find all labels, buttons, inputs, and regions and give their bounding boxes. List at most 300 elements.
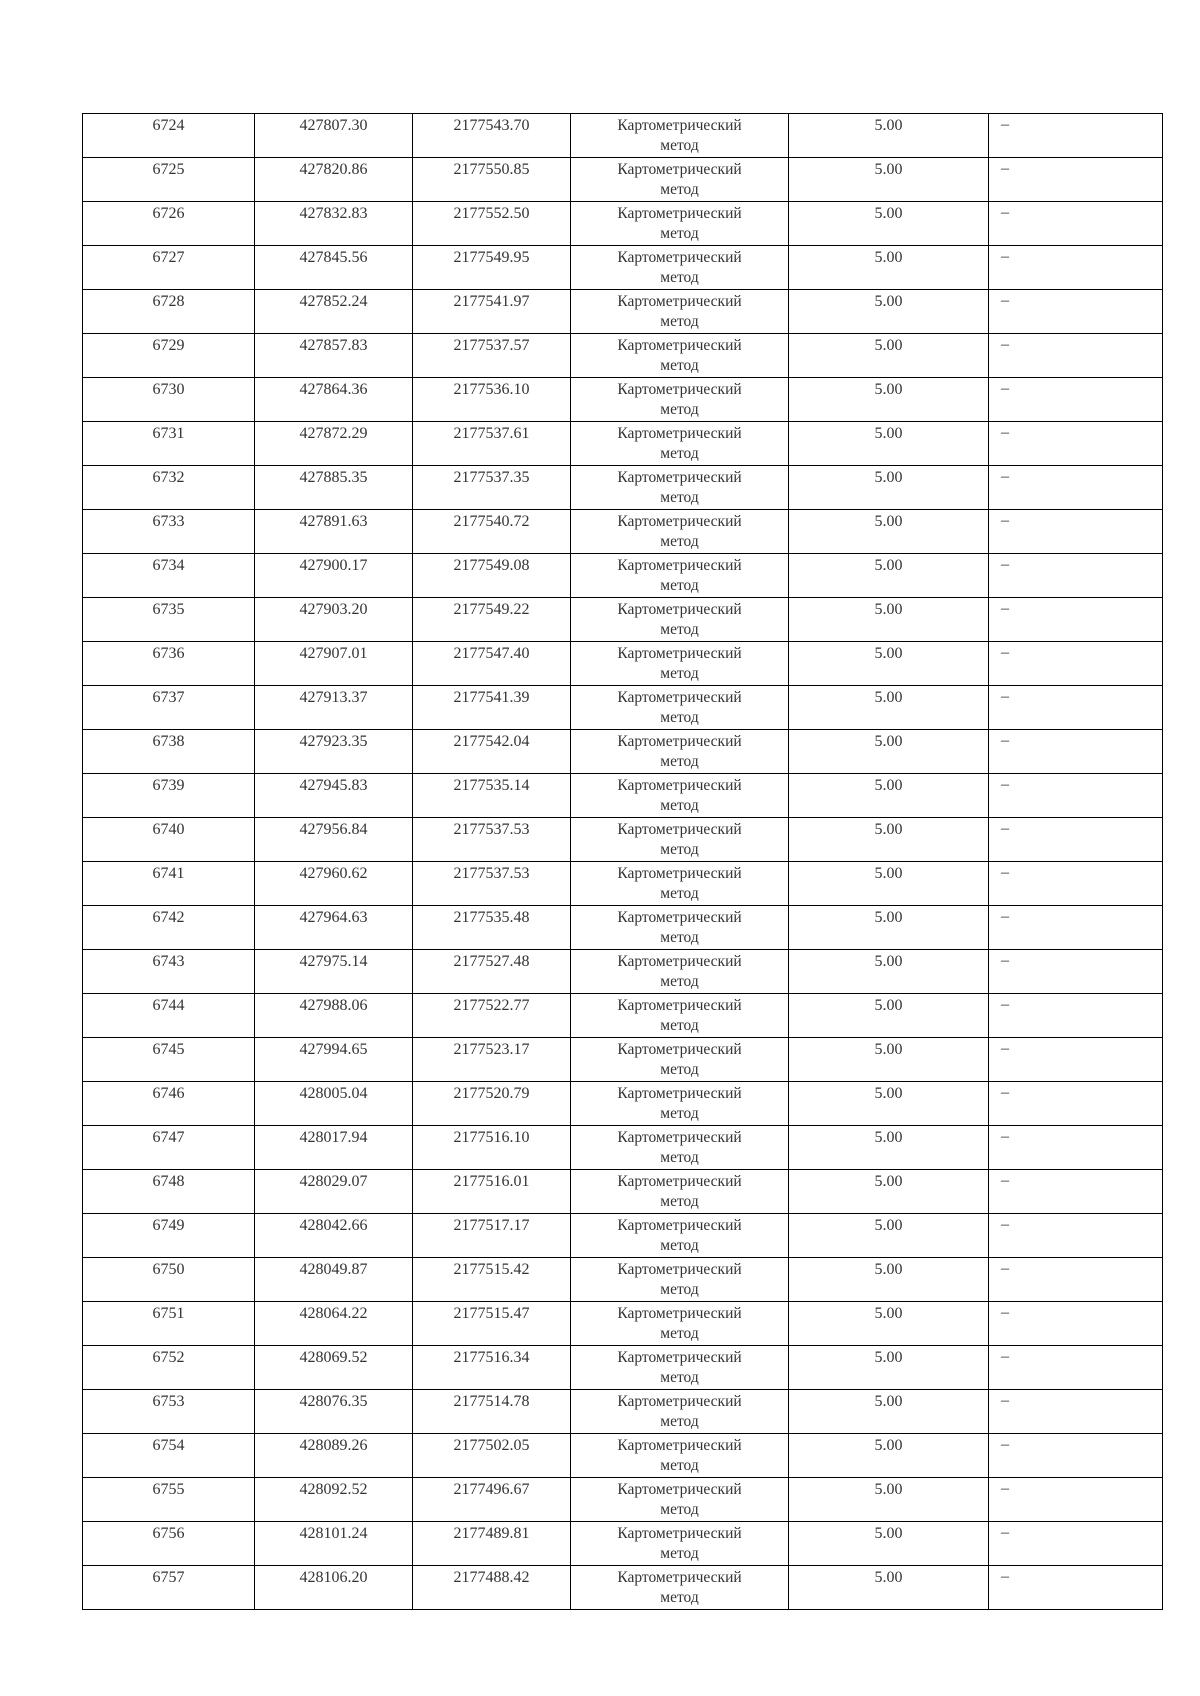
y-coordinate-cell: 2177549.22 xyxy=(413,598,571,642)
point-number-cell: 6724 xyxy=(83,114,255,158)
method-text-line2: метод xyxy=(660,1061,699,1078)
method-text-line1: Картометрический xyxy=(617,513,742,530)
point-number-cell: 6743 xyxy=(83,950,255,994)
point-number-cell: 6731 xyxy=(83,422,255,466)
note-cell: – xyxy=(989,1258,1163,1302)
y-coordinate-cell: 2177517.17 xyxy=(413,1214,571,1258)
x-coordinate-cell: 427900.17 xyxy=(255,554,413,598)
note-cell: – xyxy=(989,510,1163,554)
x-coordinate-cell: 428069.52 xyxy=(255,1346,413,1390)
point-number-cell: 6754 xyxy=(83,1434,255,1478)
method-text-line2: метод xyxy=(660,577,699,594)
point-number-cell: 6744 xyxy=(83,994,255,1038)
x-coordinate-cell: 428017.94 xyxy=(255,1126,413,1170)
x-coordinate-cell: 428029.07 xyxy=(255,1170,413,1214)
x-coordinate-cell: 427857.83 xyxy=(255,334,413,378)
x-coordinate-cell: 428042.66 xyxy=(255,1214,413,1258)
method-cell xyxy=(571,1302,789,1346)
table-row xyxy=(83,642,1163,686)
note-cell: – xyxy=(989,1390,1163,1434)
table-row xyxy=(83,1522,1163,1566)
accuracy-cell: 5.00 xyxy=(789,290,989,334)
method-cell xyxy=(571,818,789,862)
point-number-cell: 6755 xyxy=(83,1478,255,1522)
note-cell: – xyxy=(989,202,1163,246)
accuracy-cell: 5.00 xyxy=(789,202,989,246)
method-text-line1: Картометрический xyxy=(617,821,742,838)
point-number-cell: 6753 xyxy=(83,1390,255,1434)
method-cell xyxy=(571,950,789,994)
method-cell xyxy=(571,378,789,422)
point-number-cell: 6740 xyxy=(83,818,255,862)
table-row xyxy=(83,1038,1163,1082)
method-cell xyxy=(571,1258,789,1302)
x-coordinate-cell: 428049.87 xyxy=(255,1258,413,1302)
x-coordinate-cell: 428106.20 xyxy=(255,1566,413,1610)
method-text-line2: метод xyxy=(660,313,699,330)
method-cell xyxy=(571,1126,789,1170)
method-text-line2: метод xyxy=(660,1545,699,1562)
point-number-cell: 6757 xyxy=(83,1566,255,1610)
table-row xyxy=(83,1434,1163,1478)
method-cell xyxy=(571,1214,789,1258)
method-cell xyxy=(571,114,789,158)
note-cell: – xyxy=(989,554,1163,598)
note-cell: – xyxy=(989,290,1163,334)
method-text-line2: метод xyxy=(660,841,699,858)
method-text-line2: метод xyxy=(660,1105,699,1122)
method-text-line2: метод xyxy=(660,137,699,154)
y-coordinate-cell: 2177537.53 xyxy=(413,862,571,906)
method-cell xyxy=(571,1346,789,1390)
method-text-line2: метод xyxy=(660,357,699,374)
method-text-line1: Картометрический xyxy=(617,1217,742,1234)
accuracy-cell: 5.00 xyxy=(789,774,989,818)
accuracy-cell: 5.00 xyxy=(789,1258,989,1302)
note-cell: – xyxy=(989,1214,1163,1258)
y-coordinate-cell: 2177516.01 xyxy=(413,1170,571,1214)
table-row xyxy=(83,378,1163,422)
method-cell xyxy=(571,1082,789,1126)
method-text-line1: Картометрический xyxy=(617,1481,742,1498)
table-row xyxy=(83,334,1163,378)
coordinates-table xyxy=(82,113,1163,1610)
point-number-cell: 6730 xyxy=(83,378,255,422)
table-row xyxy=(83,510,1163,554)
x-coordinate-cell: 428101.24 xyxy=(255,1522,413,1566)
y-coordinate-cell: 2177537.35 xyxy=(413,466,571,510)
point-number-cell: 6741 xyxy=(83,862,255,906)
table-row xyxy=(83,246,1163,290)
method-text-line1: Картометрический xyxy=(617,293,742,310)
table-row xyxy=(83,994,1163,1038)
method-cell xyxy=(571,686,789,730)
x-coordinate-cell: 427913.37 xyxy=(255,686,413,730)
table-row xyxy=(83,1126,1163,1170)
accuracy-cell: 5.00 xyxy=(789,1302,989,1346)
table-row xyxy=(83,466,1163,510)
table-row xyxy=(83,158,1163,202)
point-number-cell: 6735 xyxy=(83,598,255,642)
method-text-line1: Картометрический xyxy=(617,689,742,706)
method-cell xyxy=(571,1478,789,1522)
method-cell xyxy=(571,1390,789,1434)
accuracy-cell: 5.00 xyxy=(789,1082,989,1126)
note-cell: – xyxy=(989,774,1163,818)
method-text-line1: Картометрический xyxy=(617,733,742,750)
note-cell: – xyxy=(989,1082,1163,1126)
method-text-line2: метод xyxy=(660,1281,699,1298)
x-coordinate-cell: 427923.35 xyxy=(255,730,413,774)
note-cell: – xyxy=(989,1434,1163,1478)
table-row xyxy=(83,1346,1163,1390)
accuracy-cell: 5.00 xyxy=(789,1390,989,1434)
x-coordinate-cell: 428089.26 xyxy=(255,1434,413,1478)
method-text-line2: метод xyxy=(660,1237,699,1254)
x-coordinate-cell: 427994.65 xyxy=(255,1038,413,1082)
method-cell xyxy=(571,246,789,290)
point-number-cell: 6727 xyxy=(83,246,255,290)
method-text-line1: Картометрический xyxy=(617,1173,742,1190)
table-row xyxy=(83,202,1163,246)
method-cell xyxy=(571,1038,789,1082)
method-cell xyxy=(571,642,789,686)
accuracy-cell: 5.00 xyxy=(789,114,989,158)
method-text-line1: Картометрический xyxy=(617,381,742,398)
method-cell xyxy=(571,774,789,818)
y-coordinate-cell: 2177536.10 xyxy=(413,378,571,422)
method-cell xyxy=(571,1170,789,1214)
note-cell: – xyxy=(989,334,1163,378)
accuracy-cell: 5.00 xyxy=(789,686,989,730)
accuracy-cell: 5.00 xyxy=(789,246,989,290)
y-coordinate-cell: 2177496.67 xyxy=(413,1478,571,1522)
accuracy-cell: 5.00 xyxy=(789,994,989,1038)
method-text-line1: Картометрический xyxy=(617,1261,742,1278)
point-number-cell: 6726 xyxy=(83,202,255,246)
table-body xyxy=(83,114,1163,1610)
y-coordinate-cell: 2177549.08 xyxy=(413,554,571,598)
method-text-line1: Картометрический xyxy=(617,249,742,266)
method-text-line2: метод xyxy=(660,1193,699,1210)
method-text-line2: метод xyxy=(660,1413,699,1430)
x-coordinate-cell: 427885.35 xyxy=(255,466,413,510)
y-coordinate-cell: 2177547.40 xyxy=(413,642,571,686)
x-coordinate-cell: 427903.20 xyxy=(255,598,413,642)
table-row xyxy=(83,1302,1163,1346)
accuracy-cell: 5.00 xyxy=(789,334,989,378)
table-row xyxy=(83,290,1163,334)
y-coordinate-cell: 2177527.48 xyxy=(413,950,571,994)
accuracy-cell: 5.00 xyxy=(789,730,989,774)
method-text-line2: метод xyxy=(660,665,699,682)
x-coordinate-cell: 427960.62 xyxy=(255,862,413,906)
table-row xyxy=(83,1258,1163,1302)
method-text-line1: Картометрический xyxy=(617,953,742,970)
y-coordinate-cell: 2177515.42 xyxy=(413,1258,571,1302)
accuracy-cell: 5.00 xyxy=(789,1170,989,1214)
x-coordinate-cell: 427907.01 xyxy=(255,642,413,686)
y-coordinate-cell: 2177542.04 xyxy=(413,730,571,774)
y-coordinate-cell: 2177535.48 xyxy=(413,906,571,950)
method-text-line1: Картометрический xyxy=(617,865,742,882)
point-number-cell: 6749 xyxy=(83,1214,255,1258)
method-text-line2: метод xyxy=(660,181,699,198)
method-cell xyxy=(571,906,789,950)
method-cell xyxy=(571,334,789,378)
note-cell: – xyxy=(989,422,1163,466)
table-row xyxy=(83,598,1163,642)
note-cell: – xyxy=(989,246,1163,290)
point-number-cell: 6737 xyxy=(83,686,255,730)
method-cell xyxy=(571,422,789,466)
point-number-cell: 6752 xyxy=(83,1346,255,1390)
method-text-line1: Картометрический xyxy=(617,469,742,486)
method-text-line2: метод xyxy=(660,1325,699,1342)
x-coordinate-cell: 427820.86 xyxy=(255,158,413,202)
method-cell xyxy=(571,158,789,202)
y-coordinate-cell: 2177515.47 xyxy=(413,1302,571,1346)
accuracy-cell: 5.00 xyxy=(789,158,989,202)
method-text-line1: Картометрический xyxy=(617,1569,742,1586)
method-text-line1: Картометрический xyxy=(617,117,742,134)
note-cell: – xyxy=(989,950,1163,994)
note-cell: – xyxy=(989,730,1163,774)
x-coordinate-cell: 427872.29 xyxy=(255,422,413,466)
x-coordinate-cell: 427964.63 xyxy=(255,906,413,950)
y-coordinate-cell: 2177537.53 xyxy=(413,818,571,862)
table-row xyxy=(83,422,1163,466)
accuracy-cell: 5.00 xyxy=(789,466,989,510)
method-text-line1: Картометрический xyxy=(617,997,742,1014)
y-coordinate-cell: 2177514.78 xyxy=(413,1390,571,1434)
y-coordinate-cell: 2177552.50 xyxy=(413,202,571,246)
method-text-line1: Картометрический xyxy=(617,1305,742,1322)
table-row xyxy=(83,1170,1163,1214)
accuracy-cell: 5.00 xyxy=(789,1346,989,1390)
method-text-line2: метод xyxy=(660,973,699,990)
method-cell xyxy=(571,1434,789,1478)
point-number-cell: 6725 xyxy=(83,158,255,202)
method-text-line2: метод xyxy=(660,1369,699,1386)
point-number-cell: 6750 xyxy=(83,1258,255,1302)
note-cell: – xyxy=(989,1302,1163,1346)
x-coordinate-cell: 428064.22 xyxy=(255,1302,413,1346)
x-coordinate-cell: 427891.63 xyxy=(255,510,413,554)
method-cell xyxy=(571,730,789,774)
x-coordinate-cell: 427956.84 xyxy=(255,818,413,862)
note-cell: – xyxy=(989,114,1163,158)
note-cell: – xyxy=(989,1038,1163,1082)
note-cell: – xyxy=(989,642,1163,686)
point-number-cell: 6733 xyxy=(83,510,255,554)
method-text-line1: Картометрический xyxy=(617,1437,742,1454)
method-text-line2: метод xyxy=(660,533,699,550)
x-coordinate-cell: 427988.06 xyxy=(255,994,413,1038)
point-number-cell: 6734 xyxy=(83,554,255,598)
accuracy-cell: 5.00 xyxy=(789,598,989,642)
method-text-line2: метод xyxy=(660,885,699,902)
method-text-line1: Картометрический xyxy=(617,601,742,618)
y-coordinate-cell: 2177541.39 xyxy=(413,686,571,730)
method-cell xyxy=(571,994,789,1038)
point-number-cell: 6748 xyxy=(83,1170,255,1214)
x-coordinate-cell: 427852.24 xyxy=(255,290,413,334)
method-text-line1: Картометрический xyxy=(617,425,742,442)
accuracy-cell: 5.00 xyxy=(789,950,989,994)
y-coordinate-cell: 2177523.17 xyxy=(413,1038,571,1082)
method-text-line2: метод xyxy=(660,269,699,286)
accuracy-cell: 5.00 xyxy=(789,1522,989,1566)
table-row xyxy=(83,818,1163,862)
y-coordinate-cell: 2177502.05 xyxy=(413,1434,571,1478)
method-text-line2: метод xyxy=(660,929,699,946)
accuracy-cell: 5.00 xyxy=(789,906,989,950)
point-number-cell: 6742 xyxy=(83,906,255,950)
note-cell: – xyxy=(989,598,1163,642)
note-cell: – xyxy=(989,466,1163,510)
y-coordinate-cell: 2177537.61 xyxy=(413,422,571,466)
note-cell: – xyxy=(989,1566,1163,1610)
y-coordinate-cell: 2177540.72 xyxy=(413,510,571,554)
accuracy-cell: 5.00 xyxy=(789,1566,989,1610)
method-text-line1: Картометрический xyxy=(617,161,742,178)
y-coordinate-cell: 2177550.85 xyxy=(413,158,571,202)
method-text-line2: метод xyxy=(660,1501,699,1518)
accuracy-cell: 5.00 xyxy=(789,422,989,466)
point-number-cell: 6756 xyxy=(83,1522,255,1566)
x-coordinate-cell: 427945.83 xyxy=(255,774,413,818)
method-text-line2: метод xyxy=(660,1457,699,1474)
x-coordinate-cell: 428076.35 xyxy=(255,1390,413,1434)
accuracy-cell: 5.00 xyxy=(789,554,989,598)
accuracy-cell: 5.00 xyxy=(789,510,989,554)
point-number-cell: 6729 xyxy=(83,334,255,378)
note-cell: – xyxy=(989,158,1163,202)
method-text-line1: Картометрический xyxy=(617,1085,742,1102)
note-cell: – xyxy=(989,686,1163,730)
note-cell: – xyxy=(989,994,1163,1038)
point-number-cell: 6746 xyxy=(83,1082,255,1126)
accuracy-cell: 5.00 xyxy=(789,1038,989,1082)
table-row xyxy=(83,774,1163,818)
point-number-cell: 6728 xyxy=(83,290,255,334)
method-text-line2: метод xyxy=(660,445,699,462)
point-number-cell: 6736 xyxy=(83,642,255,686)
table-row xyxy=(83,906,1163,950)
method-text-line1: Картометрический xyxy=(617,1525,742,1542)
x-coordinate-cell: 427807.30 xyxy=(255,114,413,158)
accuracy-cell: 5.00 xyxy=(789,1214,989,1258)
note-cell: – xyxy=(989,378,1163,422)
accuracy-cell: 5.00 xyxy=(789,378,989,422)
method-text-line1: Картометрический xyxy=(617,1349,742,1366)
table-row xyxy=(83,730,1163,774)
table-row xyxy=(83,1082,1163,1126)
method-text-line2: метод xyxy=(660,1149,699,1166)
y-coordinate-cell: 2177516.10 xyxy=(413,1126,571,1170)
y-coordinate-cell: 2177489.81 xyxy=(413,1522,571,1566)
y-coordinate-cell: 2177543.70 xyxy=(413,114,571,158)
x-coordinate-cell: 427845.56 xyxy=(255,246,413,290)
note-cell: – xyxy=(989,1170,1163,1214)
point-number-cell: 6739 xyxy=(83,774,255,818)
table-row xyxy=(83,114,1163,158)
method-cell xyxy=(571,202,789,246)
method-text-line1: Картометрический xyxy=(617,909,742,926)
table-row xyxy=(83,862,1163,906)
table-row xyxy=(83,1214,1163,1258)
table-row xyxy=(83,554,1163,598)
method-text-line2: метод xyxy=(660,401,699,418)
method-text-line1: Картометрический xyxy=(617,1129,742,1146)
method-text-line2: метод xyxy=(660,1589,699,1606)
accuracy-cell: 5.00 xyxy=(789,818,989,862)
coordinates-table-container xyxy=(82,113,1162,1610)
note-cell: – xyxy=(989,818,1163,862)
accuracy-cell: 5.00 xyxy=(789,862,989,906)
x-coordinate-cell: 428005.04 xyxy=(255,1082,413,1126)
accuracy-cell: 5.00 xyxy=(789,1478,989,1522)
method-text-line1: Картометрический xyxy=(617,1393,742,1410)
method-text-line2: метод xyxy=(660,1017,699,1034)
table-row xyxy=(83,686,1163,730)
method-cell xyxy=(571,1566,789,1610)
x-coordinate-cell: 427864.36 xyxy=(255,378,413,422)
accuracy-cell: 5.00 xyxy=(789,642,989,686)
method-text-line1: Картометрический xyxy=(617,777,742,794)
point-number-cell: 6747 xyxy=(83,1126,255,1170)
method-cell xyxy=(571,466,789,510)
note-cell: – xyxy=(989,1346,1163,1390)
method-text-line2: метод xyxy=(660,621,699,638)
y-coordinate-cell: 2177537.57 xyxy=(413,334,571,378)
point-number-cell: 6732 xyxy=(83,466,255,510)
note-cell: – xyxy=(989,1522,1163,1566)
method-text-line1: Картометрический xyxy=(617,557,742,574)
method-text-line1: Картометрический xyxy=(617,205,742,222)
table-row xyxy=(83,1566,1163,1610)
accuracy-cell: 5.00 xyxy=(789,1126,989,1170)
table-row xyxy=(83,1478,1163,1522)
method-text-line1: Картометрический xyxy=(617,337,742,354)
method-text-line2: метод xyxy=(660,797,699,814)
table-row xyxy=(83,1390,1163,1434)
y-coordinate-cell: 2177516.34 xyxy=(413,1346,571,1390)
method-text-line2: метод xyxy=(660,753,699,770)
method-text-line2: метод xyxy=(660,709,699,726)
x-coordinate-cell: 427832.83 xyxy=(255,202,413,246)
y-coordinate-cell: 2177541.97 xyxy=(413,290,571,334)
method-cell xyxy=(571,1522,789,1566)
method-cell xyxy=(571,554,789,598)
note-cell: – xyxy=(989,1478,1163,1522)
method-text-line1: Картометрический xyxy=(617,645,742,662)
x-coordinate-cell: 427975.14 xyxy=(255,950,413,994)
method-cell xyxy=(571,862,789,906)
note-cell: – xyxy=(989,1126,1163,1170)
method-cell xyxy=(571,510,789,554)
accuracy-cell: 5.00 xyxy=(789,1434,989,1478)
point-number-cell: 6745 xyxy=(83,1038,255,1082)
note-cell: – xyxy=(989,906,1163,950)
point-number-cell: 6751 xyxy=(83,1302,255,1346)
y-coordinate-cell: 2177522.77 xyxy=(413,994,571,1038)
note-cell: – xyxy=(989,862,1163,906)
method-cell xyxy=(571,290,789,334)
y-coordinate-cell: 2177535.14 xyxy=(413,774,571,818)
y-coordinate-cell: 2177488.42 xyxy=(413,1566,571,1610)
